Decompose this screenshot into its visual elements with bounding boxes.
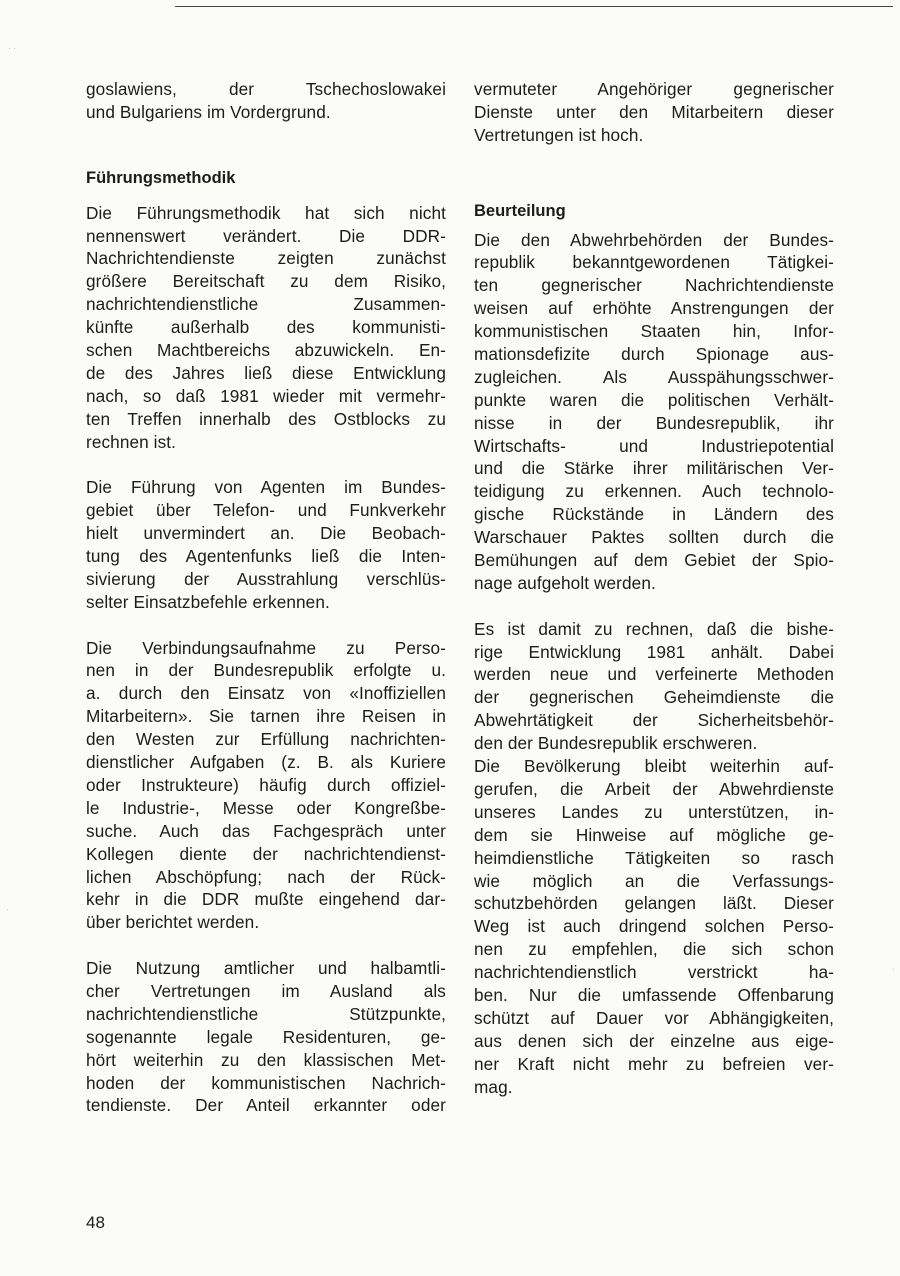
text-line: hoden der kommunistischen Nachrich-	[86, 1072, 446, 1093]
paragraph	[86, 637, 446, 935]
text-line: aus denen sich der einzelne aus eige-	[474, 1030, 834, 1051]
text-line: nachrichtendienstlich verstrickt ha-	[474, 962, 834, 983]
left-column	[86, 78, 446, 1117]
paragraph-intro	[86, 78, 446, 124]
text-line: nach, so daß 1981 wieder mit vermehr-	[86, 385, 446, 406]
text-line: teidigung zu erkennen. Auch technolo-	[474, 481, 834, 502]
text-line: de des Jahres ließ diese Entwicklung	[86, 362, 446, 383]
text-line: wie möglich an die Verfassungs-	[474, 870, 834, 891]
text-line: dem sie Hinweise auf mögliche ge-	[474, 824, 834, 845]
text-line: rechnen ist.	[86, 431, 177, 452]
text-line: oder Instrukteure) häufig durch offiziel-	[86, 774, 446, 795]
section-heading: Beurteilung	[474, 201, 566, 220]
text-line: vermuteter Angehöriger gegnerischer	[474, 79, 834, 99]
text-line: ten gegnerischer Nachrichtendienste	[474, 275, 834, 296]
scan-speck: ·	[892, 964, 895, 974]
text-line: nachrichtendienstliche Zusammen-	[86, 294, 446, 315]
text-line: punkte waren die politischen Verhält-	[474, 389, 834, 410]
text-line: republik bekanntgewordenen Tätigkei-	[474, 252, 834, 273]
text-line: über berichtet werden.	[86, 912, 260, 933]
text-line: kommunistischen Staaten hin, Infor-	[474, 321, 834, 342]
text-line: nen zu empfehlen, die sich schon	[474, 939, 834, 960]
text-line: größere Bereitschaft zu dem Risiko,	[86, 271, 446, 292]
text-line: Die Bevölkerung bleibt weiterhin auf-	[474, 756, 834, 777]
text-line: Die Führung von Agenten im Bundes-	[86, 477, 446, 498]
text-line: der gegnerischen Geheimdienste die	[474, 687, 834, 708]
text-line: Abwehrtätigkeit der Sicherheitsbehör-	[474, 710, 834, 731]
text-line: nennenswert verändert. Die DDR-	[86, 225, 446, 246]
text-line: Die den Abwehrbehörden der Bundes-	[474, 229, 834, 250]
text-line: nisse in der Bundesrepublik, ihr	[474, 412, 834, 433]
text-line: kehr in die DDR mußte eingehend dar-	[86, 889, 446, 910]
text-line: cher Vertretungen im Ausland als	[86, 980, 446, 1001]
text-line: Die Verbindungsaufnahme zu Perso-	[86, 637, 446, 658]
text-line: Kollegen diente der nachrichtendienst-	[86, 843, 446, 864]
text-line: Vertretungen ist hoch.	[474, 124, 644, 145]
text-line: schen Machtbereichs abzuwickeln. En-	[86, 340, 446, 361]
text-line: werden neue und verfeinerte Methoden	[474, 664, 834, 685]
text-line: Die Führungsmethodik hat sich nicht	[86, 202, 446, 223]
text-line: sogenannte legale Residenturen, ge-	[86, 1026, 446, 1047]
text-line: schutzbehörden gelangen läßt. Dieser	[474, 893, 834, 914]
paragraph	[86, 202, 446, 454]
text-line: le Industrie-, Messe oder Kongreßbe-	[86, 797, 446, 818]
top-rule	[175, 6, 893, 7]
text-line: nen in der Bundesrepublik erfolgte u.	[86, 660, 446, 681]
text-line: mationsdefizite durch Spionage aus-	[474, 344, 834, 365]
text-line: zugleichen. Als Ausspähungsschwer-	[474, 366, 834, 387]
paragraph-intro	[474, 78, 834, 147]
text-line: Nachrichtendienste zeigten zunächst	[86, 248, 446, 269]
text-line: den der Bundesrepublik erschweren.	[474, 733, 758, 754]
text-line: Mitarbeitern». Sie tarnen ihre Reisen in	[86, 706, 446, 727]
scan-speck: ·	[6, 904, 9, 914]
paragraph	[474, 229, 834, 595]
text-line: Bemühungen auf dem Gebiet der Spio-	[474, 550, 834, 571]
text-line: Es ist damit zu rechnen, daß die bishe-	[474, 618, 834, 639]
text-line: und Bulgariens im Vordergrund.	[86, 101, 331, 122]
text-line: hört weiterhin zu den klassischen Met-	[86, 1049, 446, 1070]
text-line: Wirtschafts- und Industriepotential	[474, 435, 834, 456]
paragraph	[474, 618, 834, 1099]
paragraph	[86, 476, 446, 613]
text-line: unseres Landes zu unterstützen, in-	[474, 801, 834, 822]
text-line: Die Nutzung amtlicher und halbamtli-	[86, 958, 446, 979]
text-line: mag.	[474, 1076, 513, 1097]
text-line: gebiet über Telefon- und Funkverkehr	[86, 500, 446, 521]
text-line: goslawiens, der Tschechoslowakei	[86, 79, 446, 99]
text-line: a. durch den Einsatz von «Inoffiziellen	[86, 683, 446, 704]
right-column	[474, 78, 834, 1098]
text-line: weisen auf erhöhte Anstrengungen der	[474, 298, 834, 319]
section-heading: Führungsmethodik	[86, 168, 236, 187]
text-line: Warschauer Paktes sollten durch die	[474, 527, 834, 548]
text-line: gische Rückstände in Ländern des	[474, 504, 834, 525]
text-line: nachrichtendienstliche Stützpunkte,	[86, 1003, 446, 1024]
text-line: heimdienstliche Tätigkeiten so rasch	[474, 847, 834, 868]
text-line: künfte außerhalb des kommunisti-	[86, 317, 446, 338]
text-line: lichen Abschöpfung; nach der Rück-	[86, 866, 446, 887]
text-line: ner Kraft nicht mehr zu befreien ver-	[474, 1053, 834, 1074]
text-line: Weg ist auch dringend solchen Perso-	[474, 916, 834, 937]
page-number: 48	[86, 1213, 105, 1232]
scan-speck: · ·	[8, 43, 17, 53]
paragraph	[86, 957, 446, 1117]
text-line: gerufen, die Arbeit der Abwehrdienste	[474, 778, 834, 799]
text-line: sivierung der Ausstrahlung verschlüs-	[86, 568, 446, 589]
text-line: dienstlicher Aufgaben (z. B. als Kuriere	[86, 752, 446, 773]
text-line: tendienste. Der Anteil erkannter oder	[86, 1095, 446, 1116]
text-line: tung des Agentenfunks ließ die Inten-	[86, 546, 446, 567]
text-line: hielt unvermindert an. Die Beobach-	[86, 523, 446, 544]
text-line: ben. Nur die umfassende Offenbarung	[474, 984, 834, 1005]
text-line: nage aufgeholt werden.	[474, 572, 656, 593]
text-line: rige Entwicklung 1981 anhält. Dabei	[474, 641, 834, 662]
text-line: den Westen zur Erfüllung nachrichten-	[86, 729, 446, 750]
text-line: selter Einsatzbefehle erkennen.	[86, 591, 330, 612]
text-line: und die Stärke ihrer militärischen Ver-	[474, 458, 834, 479]
text-line: schützt auf Dauer vor Abhängigkeiten,	[474, 1007, 834, 1028]
text-line: ten Treffen innerhalb des Ostblocks zu	[86, 408, 446, 429]
text-line: Dienste unter den Mitarbeitern dieser	[474, 101, 834, 122]
text-line: suche. Auch das Fachgespräch unter	[86, 820, 446, 841]
